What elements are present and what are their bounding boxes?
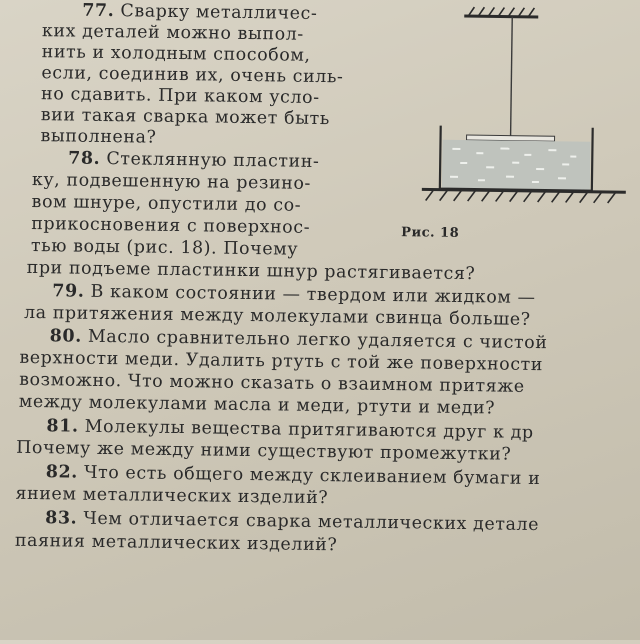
figure-18-drawing: [419, 1, 632, 219]
problem-77-line-4: если, соединив их, очень силь-: [41, 63, 344, 88]
problem-79-line-2: ла притяжения между молекулами свинца больше?: [23, 302, 531, 330]
problem-78-line-1: 78. Стеклянную пластин-: [68, 148, 320, 172]
problem-80-line-2: верхности меди. Удалить ртуть с той же поверхности: [19, 347, 544, 376]
problem-77-line-3: нить и холодным способом,: [41, 42, 311, 66]
rubber-cord: [511, 17, 513, 137]
problem-83-line-1: 83. Чем отличается сварка металлических детале: [45, 508, 540, 536]
problem-80-line-1: 80. Масло сравнительно легко удаляется с чистой: [49, 326, 548, 354]
problem-77-number: 77.: [82, 0, 115, 22]
problem-80-line-4: между молекулами масла и меди, ртути и меди?: [18, 391, 496, 419]
problem-82-line-1: 82. Что есть общего между склеиванием бумаги и: [45, 462, 541, 490]
problem-78-number: 78.: [68, 148, 101, 169]
problem-78-line-4: прикосновения с поверхнос-: [31, 213, 311, 238]
problem-81-line-1: 81. Молекулы вещества притягиваются друг к др: [46, 416, 534, 443]
problem-81-number: 81.: [46, 416, 79, 437]
problem-79-line-1: 79. В каком состоянии — твердом или жидком —: [52, 281, 536, 309]
problem-78-line-6: при подъеме пластинки шнур растягивается?: [26, 257, 476, 285]
problem-78-line-2: ку, подвешенную на резино-: [31, 169, 312, 194]
problem-80-number: 80.: [49, 326, 82, 347]
problem-77-line-1: 77. Сварку металличес-: [82, 0, 318, 24]
problem-82-number: 82.: [45, 462, 79, 483]
problem-77-line-7: выполнена?: [40, 126, 157, 148]
problem-77-line-2: ких деталей можно выпол-: [41, 21, 304, 45]
problem-83-line-2: паяния металлических изделий?: [14, 530, 338, 556]
table-line: [422, 189, 626, 192]
problem-81-line-2: Почему же между ними существуют промежутки?: [16, 437, 512, 465]
problem-78-line-5: тью воды (рис. 18). Почему: [30, 235, 299, 260]
problem-77-line-6: вии такая сварка может быть: [40, 105, 331, 130]
glass-plate-on-rubber-cord-over-water-figure: [419, 1, 632, 219]
problem-82-line-2: янием металлических изделий?: [15, 483, 329, 509]
problem-77-line-5: но сдавить. При каком усло-: [40, 84, 320, 108]
problem-80-line-3: возможно. Что можно сказать о взаимном притяже: [18, 369, 525, 397]
problem-78-line-3: вом шнуре, опустили до со-: [31, 191, 302, 216]
problem-83-number: 83.: [45, 508, 78, 529]
ceiling-line: [464, 16, 538, 17]
figure-caption: Рис. 18: [401, 225, 460, 241]
problem-79-number: 79.: [52, 281, 85, 302]
